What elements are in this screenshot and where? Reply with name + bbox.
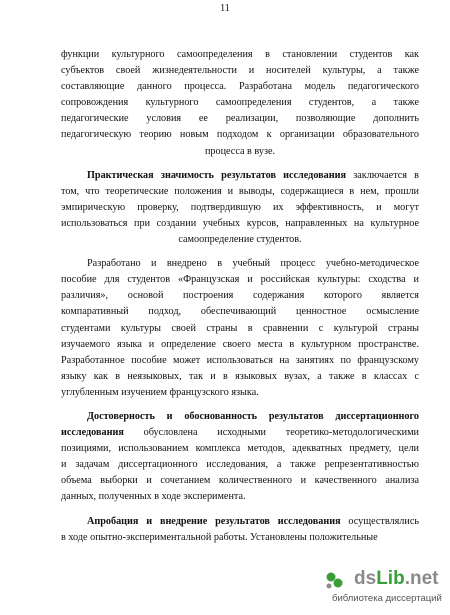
watermark-domain-part: ds [354,568,377,589]
text-line: субъектов своей жизнедеятельности и носителей культуры, а также [61,65,419,77]
text-line: самоопределение студентов. [178,234,302,246]
text-line: педагогическую теорию новым подходом к организации образовательного [61,129,419,141]
text-line [61,425,419,441]
text-line: том, что теоретические положения и выводы, содержащиеся в нем, прошли [61,185,419,197]
watermark-domain-part: .net [404,568,439,589]
watermark-caption: библиотека диссертаций [332,593,442,604]
dslib-logo-icon [322,568,346,592]
dslib-watermark [322,565,446,611]
text-line: компаративный подход, обеспечивающий ценностное осмысление [61,306,419,318]
text-line: эмпирическую проверку, подтвердившую их эффективность, и могут [61,201,419,213]
text-run: обусловлена исходными теоретико-методологическими [123,427,419,439]
text-line: позициями, использованием комплекса методов, адекватных предмету, цели [61,443,419,455]
paragraph-novelty-continuation [61,47,419,160]
page-number: 11 [220,3,230,14]
text-line: составляющие данного процесса. Разработана модель педагогического [61,81,419,93]
text-line: процесса в вузе. [204,145,276,157]
text-line [61,409,419,425]
text-line: языку как в неязыковых, так и в языковых вузах, а также в классах с [61,370,419,382]
watermark-domain [354,568,438,590]
text-line: педагогические условия ее реализации, позволяющие дополнить [61,113,419,125]
text-line: Разработано и внедрено в учебный процесс учебно-методическое [87,258,419,270]
bold-heading: Практическая значимость результатов исследования [87,169,347,181]
text-line: углубленным изучением французского языка. [61,386,259,398]
text-line [61,514,419,530]
text-line: сопровождения культурного самоопределения студентов, а также [61,97,419,109]
text-line: различия», основой построения содержания которого является [61,290,419,302]
text-line: пособие для студентов «Французская и российская культуры: сходства и [61,274,419,286]
text-line: изучаемого языка и определение своего места в культурном пространстве. [61,338,419,350]
watermark-domain-part: Lib [376,568,405,589]
text-run: осуществлялись [340,515,419,527]
paragraph-approbation [61,514,419,546]
text-line: студентами культуры своей страны в сравнении с культурой страны [61,322,419,334]
bold-heading: исследования [61,427,124,439]
text-run: заключается в [346,169,419,181]
text-line: данных, полученных в ходе эксперимента. [61,491,246,503]
paragraph-practical-significance [61,168,419,248]
text-line: Разработанное пособие может использоваться на занятиях по французскому [61,354,419,366]
text-line: объема выборки и сочетанием количественного и качественного анализа [61,475,419,487]
document-body [61,47,419,546]
text-line: в ходе опытно-экспериментальной работы. Установлены положительные [61,531,378,543]
text-line: и задачам диссертационного исследования, а также репрезентативностью [61,459,419,471]
paragraph-textbook [61,256,419,401]
bold-heading: Достоверность и обоснованность результатов диссертационного [87,410,419,422]
paragraph-reliability [61,409,419,506]
text-line [61,168,419,184]
bold-heading: Апробация и внедрение результатов исследования [87,515,341,527]
text-line: функции культурного самоопределения в становлении студентов как [61,49,419,60]
text-line: использоваться при создании учебных курсов, направленных на культурное [61,217,419,229]
